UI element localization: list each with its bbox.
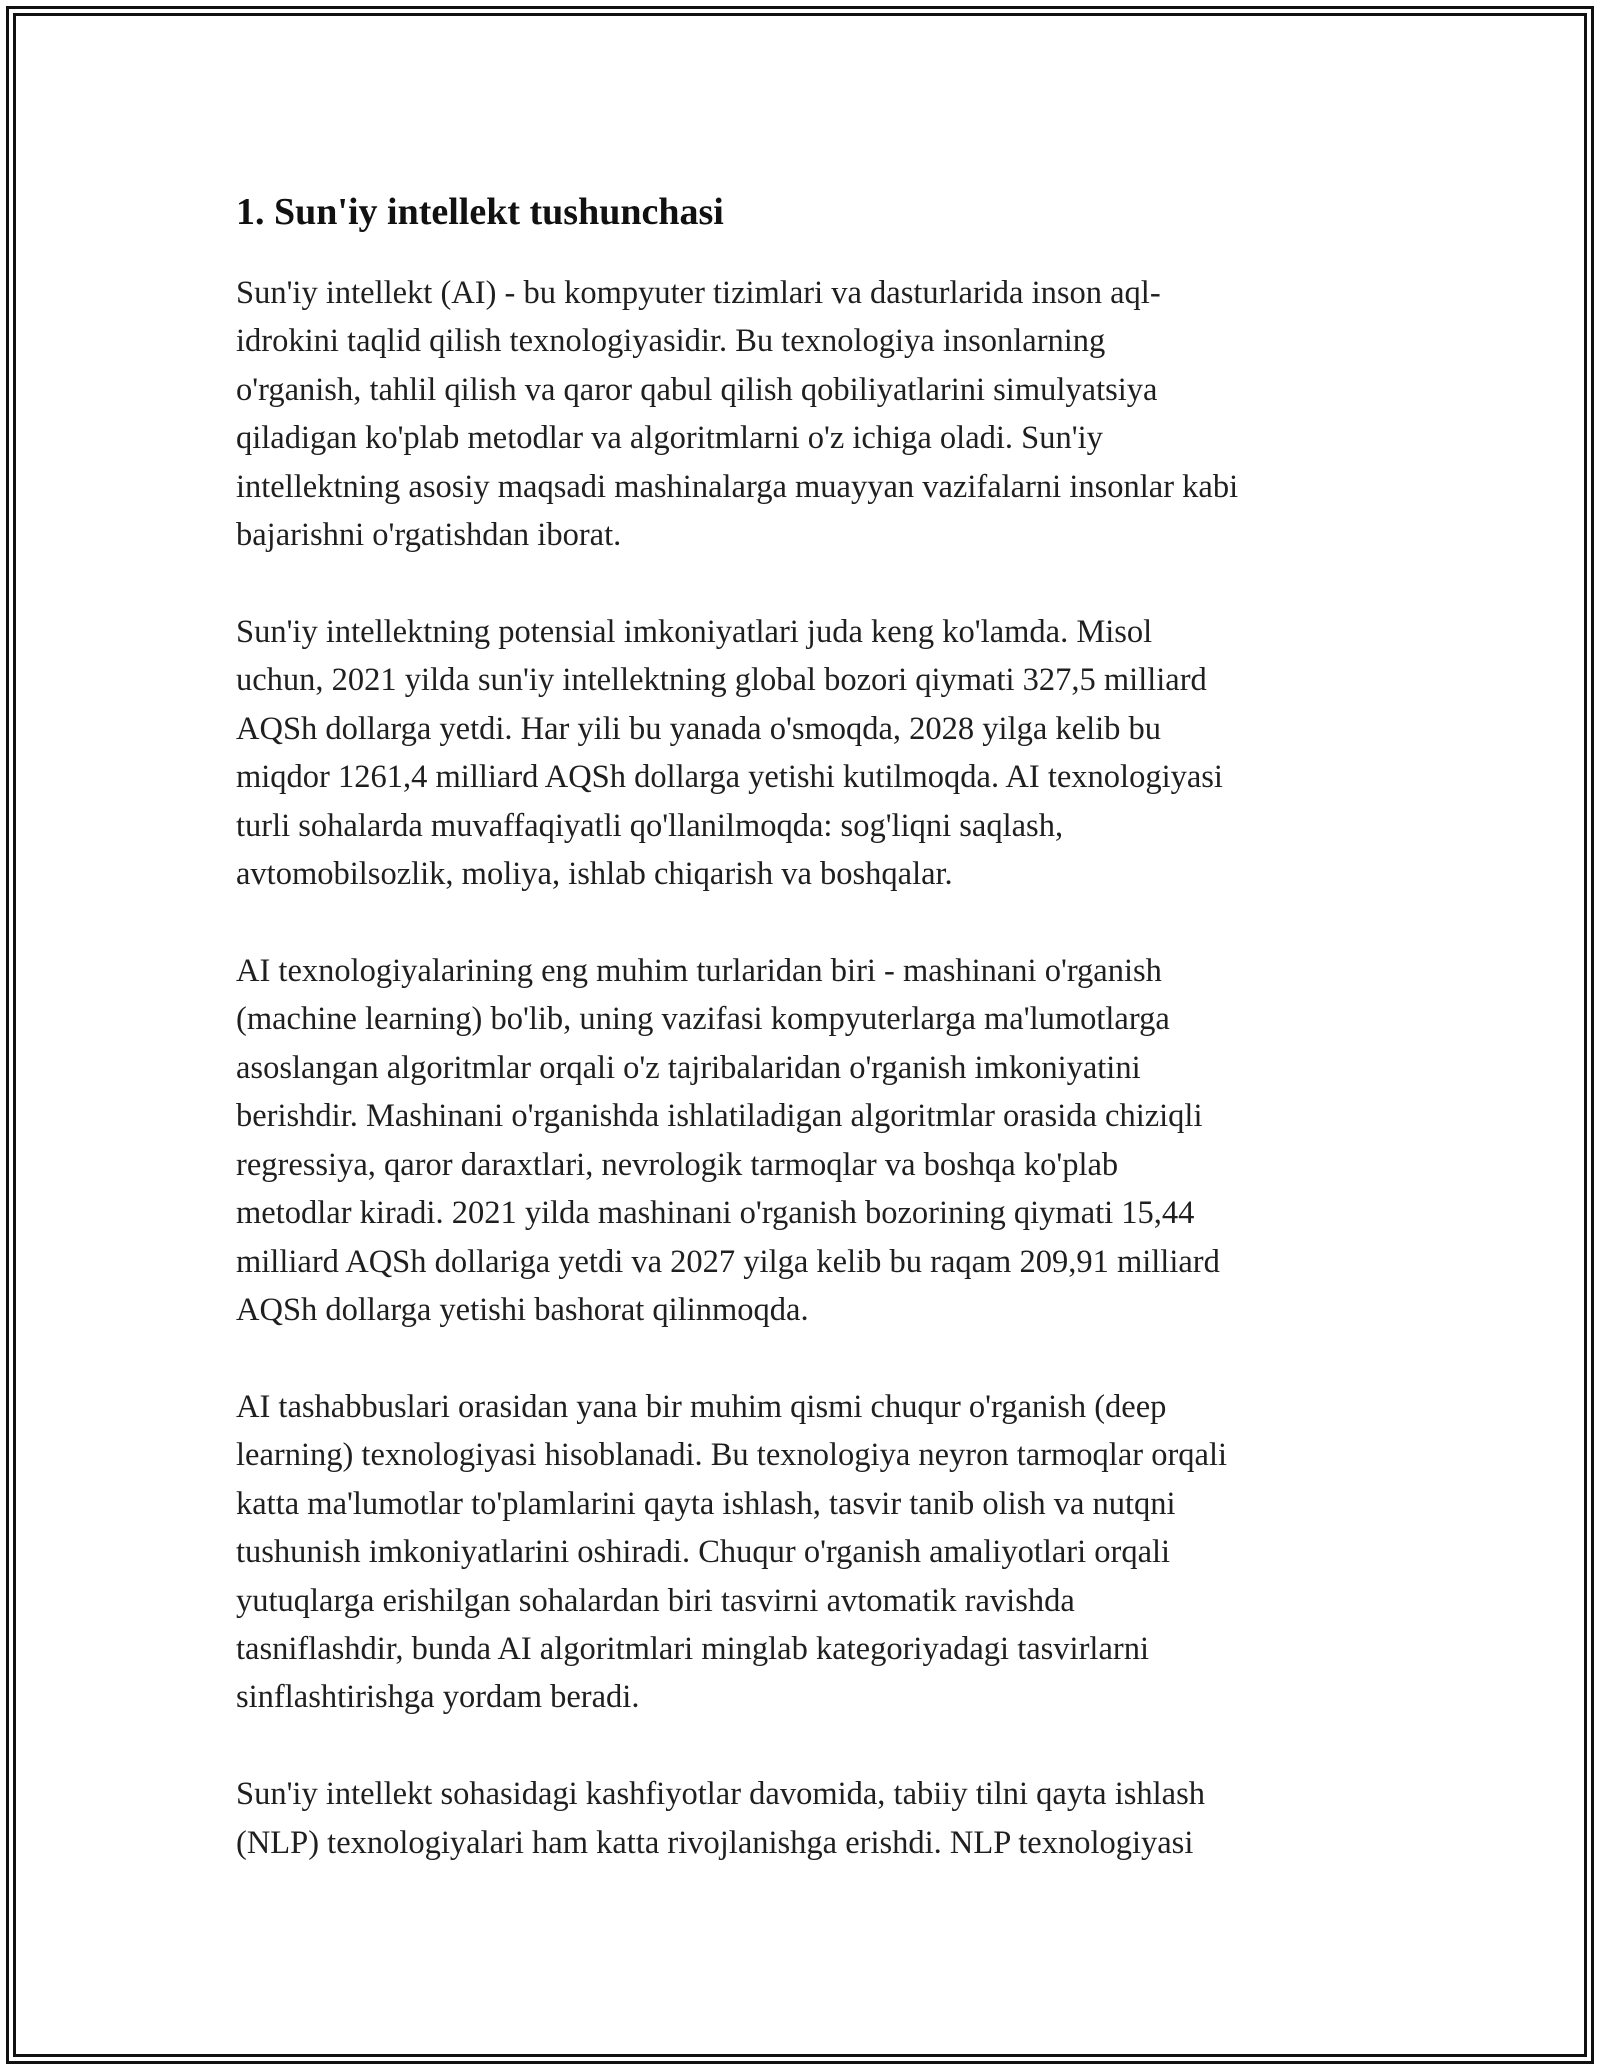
paragraph-deep-learning: AI tashabbuslari orasidan yana bir muhim qismi chuqur o'rganish (deep learning) texnologiyasi hisoblanadi. Bu texnologiya neyron tarmoqlar orqali katta ma'lumotlar to'plamlarini qayta ishlash, tasvir tanib olish va nutqni tushunish imkoniyatlarini oshiradi. Chuqur o'rganish amaliyotlari orqali yutuqlarga erishilgan sohalardan biri tasvirni avtomatik ravishda tasniflashdir, bunda AI algoritmlari minglab kategoriyadagi tasvirlarni sinflashtirishga yordam beradi. — [236, 1388, 1228, 1716]
paragraph-machine-learning: AI texnologiyalarining eng muhim turlaridan biri - mashinani o'rganish (machine learning) bo'lib, uning vazifasi kompyuterlarga ma'lumotlarga asoslangan algoritmlar orqali o'z tajribalaridan o'rganish imkoniyatini berishdir. Mashinani o'rganishda ishlatiladigan algoritmlar orasida chiziqli regressiya, qaror daraxtlari, nevrologik tarmoqlar va boshqa ko'plab metodlar kiradi. 2021 yilda mashinani o'rganish bozorining qiymati 15,44 milliard AQSh dollariga yetdi va 2027 yilga kelib bu raqam 209,91 milliard AQSh dollarga yetishi bashorat qilinmoqda. — [236, 953, 1220, 1328]
paragraph-nlp: Sun'iy intellekt sohasidagi kashfiyotlar davomida, tabiiy tilni qayta ishlash (NLP) texnologiyalari ham katta rivojlanishga erishdi. NLP texnologiyasi — [236, 1776, 1205, 1861]
document-body — [236, 185, 1376, 1916]
paragraph-ai-definition: Sun'iy intellekt (AI) - bu kompyuter tizimlari va dasturlarida inson aql- idrokini taqlid qilish texnologiyasidir. Bu texnologiya insonlarning o'rganish, tahlil qilish va qaror qabul qilish qobiliyatlarini simulyatsiya qiladigan ko'plab metodlar va algoritmlarni o'z ichiga oladi. Sun'iy intellektning asosiy maqsadi mashinalarga muayyan vazifalarni insonlar kabi bajarishni o'rgatishdan iborat. — [236, 275, 1239, 554]
paragraph-ai-market: Sun'iy intellektning potensial imkoniyatlari juda keng ko'lamda. Misol uchun, 2021 yilda sun'iy intellektning global bozori qiymati 327,5 milliard AQSh dollarga yetdi. Har yili bu yanada o'smoqda, 2028 yilga kelib bu miqdor 1261,4 milliard AQSh dollarga yetishi kutilmoqda. AI texnologiyasi turli sohalarda muvaffaqiyatli qo'llanilmoqda: sog'liqni saqlash, avtomobilsozlik, moliya, ishlab chiqarish va boshqalar. — [236, 614, 1223, 893]
section-heading: 1. Sun'iy intellekt tushunchasi — [236, 191, 724, 233]
